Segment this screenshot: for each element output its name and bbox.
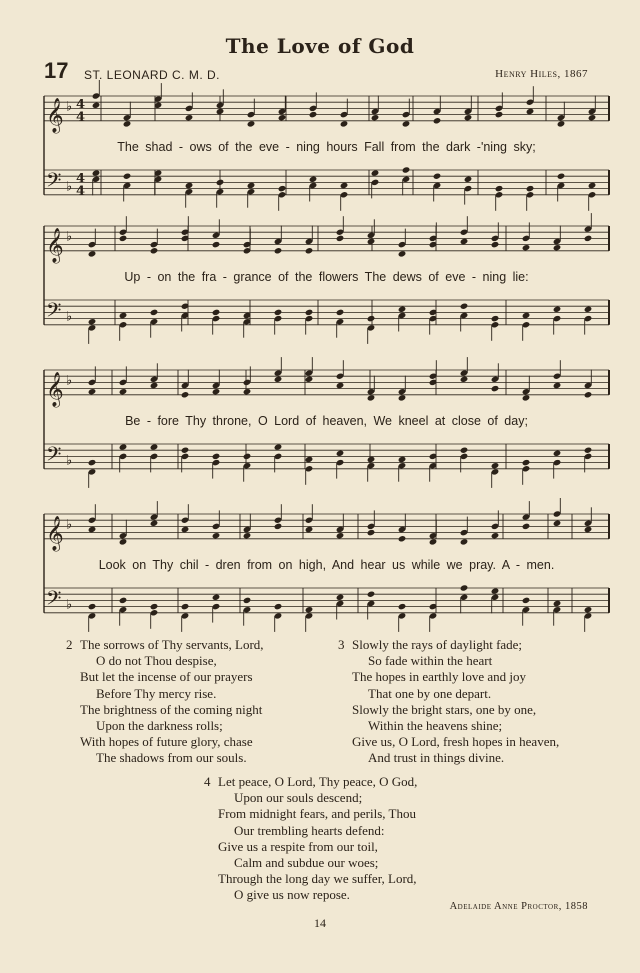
note-head — [491, 315, 500, 322]
note-head — [584, 235, 593, 242]
note-head — [150, 382, 159, 389]
verse-line: Our trembling hearts defend: — [234, 822, 385, 838]
note-head — [429, 538, 438, 545]
note-head — [247, 182, 256, 189]
note-head — [309, 111, 318, 118]
note-head — [88, 318, 97, 325]
note-head — [522, 597, 531, 604]
bass-clef: 𝄢 — [46, 298, 62, 327]
note-head — [526, 185, 535, 192]
verse-line: The hopes in earthly love and joy — [352, 669, 527, 685]
note-head — [181, 391, 190, 398]
note-head — [460, 238, 469, 245]
note-head — [305, 376, 314, 383]
note-head — [584, 391, 593, 398]
note-head — [305, 247, 314, 254]
note-head — [336, 450, 345, 457]
note-head — [491, 385, 500, 392]
note-head — [123, 173, 132, 180]
note-head — [305, 526, 314, 533]
flat-sign: ♭ — [66, 309, 73, 325]
note-head — [212, 241, 221, 248]
note-head — [123, 120, 132, 127]
note-head — [402, 166, 411, 173]
time-signature: 4 — [76, 171, 86, 187]
note-head — [522, 394, 531, 401]
tune-name: ST. LEONARD C. M. D. — [84, 68, 221, 82]
verse-line: Give us a respite from our toil, — [218, 838, 378, 854]
verse-line: So fade within the heart — [368, 653, 493, 669]
note-head — [367, 315, 376, 322]
note-head — [553, 244, 562, 251]
verse-line: Through the long day we suffer, Lord, — [218, 871, 417, 887]
note-head — [398, 603, 407, 610]
note-head — [522, 312, 531, 319]
note-head — [526, 108, 535, 115]
note-head — [305, 456, 314, 463]
lyric-line-2: Up - on the fra - grance of the flowers The dews of eve - ning lie: — [124, 270, 529, 284]
note-head — [216, 179, 225, 186]
time-signature: 4 — [76, 183, 86, 199]
note-head — [340, 120, 349, 127]
note-head — [584, 306, 593, 313]
note-head — [340, 182, 349, 189]
verse-3 — [338, 637, 559, 767]
note-head — [274, 247, 283, 254]
note-head — [150, 247, 159, 254]
note-head — [522, 459, 531, 466]
bass-clef: 𝄢 — [46, 168, 62, 197]
verse-line: Upon the darkness rolls; — [96, 718, 223, 734]
note-head — [522, 523, 531, 530]
note-head — [274, 376, 283, 383]
note-head — [398, 535, 407, 542]
note-head — [367, 529, 376, 536]
note-head — [181, 447, 190, 454]
note-head — [371, 169, 380, 176]
verse-line: Within the heavens shine; — [368, 718, 503, 734]
flat-sign: ♭ — [66, 99, 73, 115]
note-head — [553, 306, 562, 313]
note-head — [274, 309, 283, 316]
note-head — [491, 462, 500, 469]
note-head — [491, 532, 500, 539]
note-head — [212, 453, 221, 460]
note-head — [119, 538, 128, 545]
flat-sign: ♭ — [66, 597, 73, 613]
note-head — [278, 185, 287, 192]
note-head — [495, 111, 504, 118]
note-head — [557, 120, 566, 127]
note-head — [243, 453, 252, 460]
note-head — [398, 456, 407, 463]
note-head — [119, 235, 128, 242]
flat-sign: ♭ — [66, 517, 73, 533]
note-head — [212, 309, 221, 316]
note-head — [336, 532, 345, 539]
note-head — [553, 600, 562, 607]
note-head — [119, 388, 128, 395]
note-head — [119, 597, 128, 604]
lyric-line-4: Look on Thy chil - dren from on high, And hear us while we pray. A - men. — [98, 558, 555, 572]
note-head — [336, 594, 345, 601]
note-head — [336, 309, 345, 316]
note-head — [274, 603, 283, 610]
verse-number: 3 — [338, 637, 345, 652]
note-head — [495, 185, 504, 192]
note-head — [88, 459, 97, 466]
flat-sign: ♭ — [66, 453, 73, 469]
note-head — [305, 309, 314, 316]
treble-clef: 𝄞 — [46, 97, 64, 133]
verse-line: That one by one depart. — [368, 685, 492, 701]
note-head — [243, 388, 252, 395]
note-head — [212, 388, 221, 395]
verse-line: Slowly the bright stars, one by one, — [352, 701, 537, 717]
note-head — [398, 394, 407, 401]
verse-line: With hopes of future glory, chase — [80, 734, 253, 750]
note-head — [553, 382, 562, 389]
bass-clef: 𝄢 — [46, 442, 62, 471]
note-head — [553, 520, 562, 527]
verse-line: Calm and subdue our woes; — [234, 855, 379, 871]
note-head — [309, 176, 318, 183]
verse-line: The brightness of the coming night — [80, 701, 263, 717]
note-head — [305, 606, 314, 613]
flat-sign: ♭ — [66, 229, 73, 245]
verse-4 — [204, 774, 417, 904]
note-head — [588, 182, 597, 189]
note-head — [367, 238, 376, 245]
hymn-title: The Love of God — [225, 34, 415, 58]
composer: Henry Hiles, 1867 — [495, 68, 588, 80]
note-head — [247, 120, 256, 127]
note-head — [119, 443, 128, 450]
note-head — [150, 603, 159, 610]
note-head — [150, 309, 159, 316]
note-head — [88, 526, 97, 533]
note-head — [243, 532, 252, 539]
verse-line: The shadows from our souls. — [96, 750, 247, 766]
note-head — [278, 114, 287, 121]
verse-line: But let the incense of our prayers — [80, 669, 253, 685]
author-credit: Adelaide Anne Proctor, 1858 — [449, 901, 588, 912]
verse-2 — [66, 637, 264, 767]
note-head — [88, 388, 97, 395]
note-head — [464, 176, 473, 183]
note-head — [212, 594, 221, 601]
note-head — [460, 303, 469, 310]
note-head — [464, 114, 473, 121]
page-number: 14 — [314, 916, 326, 930]
note-head — [181, 603, 190, 610]
verse-line: Upon our souls descend; — [234, 790, 363, 806]
note-head — [367, 394, 376, 401]
note-head — [491, 587, 500, 594]
note-head — [553, 450, 562, 457]
note-head — [433, 173, 442, 180]
verse-line: Slowly the rays of daylight fade; — [352, 637, 523, 652]
note-head — [274, 523, 283, 530]
note-head — [371, 114, 380, 121]
note-head — [336, 382, 345, 389]
note-head — [433, 117, 442, 124]
verse-line: And trust in things divine. — [368, 750, 505, 766]
verse-line: Let peace, O Lord, Thy peace, O God, — [218, 774, 418, 789]
note-head — [119, 312, 128, 319]
verse-number: 4 — [204, 774, 211, 789]
note-head — [367, 591, 376, 598]
note-head — [557, 173, 566, 180]
note-head — [88, 250, 97, 257]
note-head — [367, 456, 376, 463]
note-head — [92, 102, 101, 109]
bass-clef: 𝄢 — [46, 586, 62, 615]
verse-line: Give us, O Lord, fresh hopes in heaven, — [352, 734, 560, 750]
note-head — [216, 108, 225, 115]
note-head — [150, 520, 159, 527]
treble-clef: 𝄞 — [46, 515, 64, 551]
note-head — [88, 603, 97, 610]
note-head — [92, 169, 101, 176]
hymn-number: 17 — [44, 58, 69, 83]
note-head — [584, 447, 593, 454]
lyric-line-3: Be - fore Thy throne, O Lord of heaven, We kneel at close of day; — [125, 414, 528, 428]
note-head — [491, 241, 500, 248]
verse-line: The sorrows of Thy servants, Lord, — [80, 637, 264, 652]
treble-clef: 𝄞 — [46, 371, 64, 407]
verse-line: O do not Thou despise, — [96, 653, 217, 669]
note-head — [336, 235, 345, 242]
note-head — [584, 526, 593, 533]
time-signature: 4 — [76, 109, 86, 125]
note-head — [274, 443, 283, 450]
verse-number: 2 — [66, 637, 73, 652]
flat-sign: ♭ — [66, 179, 73, 195]
note-head — [460, 376, 469, 383]
note-head — [584, 606, 593, 613]
verse-line: Before Thy mercy rise. — [96, 685, 217, 701]
note-head — [185, 114, 194, 121]
verse-line: From midnight fears, and perils, Thou — [218, 806, 416, 822]
verse-line: O give us now repose. — [234, 887, 350, 903]
note-head — [243, 597, 252, 604]
time-signature: 4 — [76, 97, 86, 113]
note-head — [460, 447, 469, 454]
note-head — [588, 114, 597, 121]
treble-clef: 𝄞 — [46, 227, 64, 263]
note-head — [181, 526, 190, 533]
lyric-line-1: The shad - ows of the eve - ning hours Fall from the dark -'ning sky; — [117, 140, 536, 154]
note-head — [398, 250, 407, 257]
note-head — [212, 532, 221, 539]
note-head — [185, 182, 194, 189]
note-head — [522, 244, 531, 251]
note-head — [460, 584, 469, 591]
note-head — [398, 306, 407, 313]
note-head — [402, 120, 411, 127]
flat-sign: ♭ — [66, 373, 73, 389]
note-head — [150, 443, 159, 450]
note-head — [460, 538, 469, 545]
